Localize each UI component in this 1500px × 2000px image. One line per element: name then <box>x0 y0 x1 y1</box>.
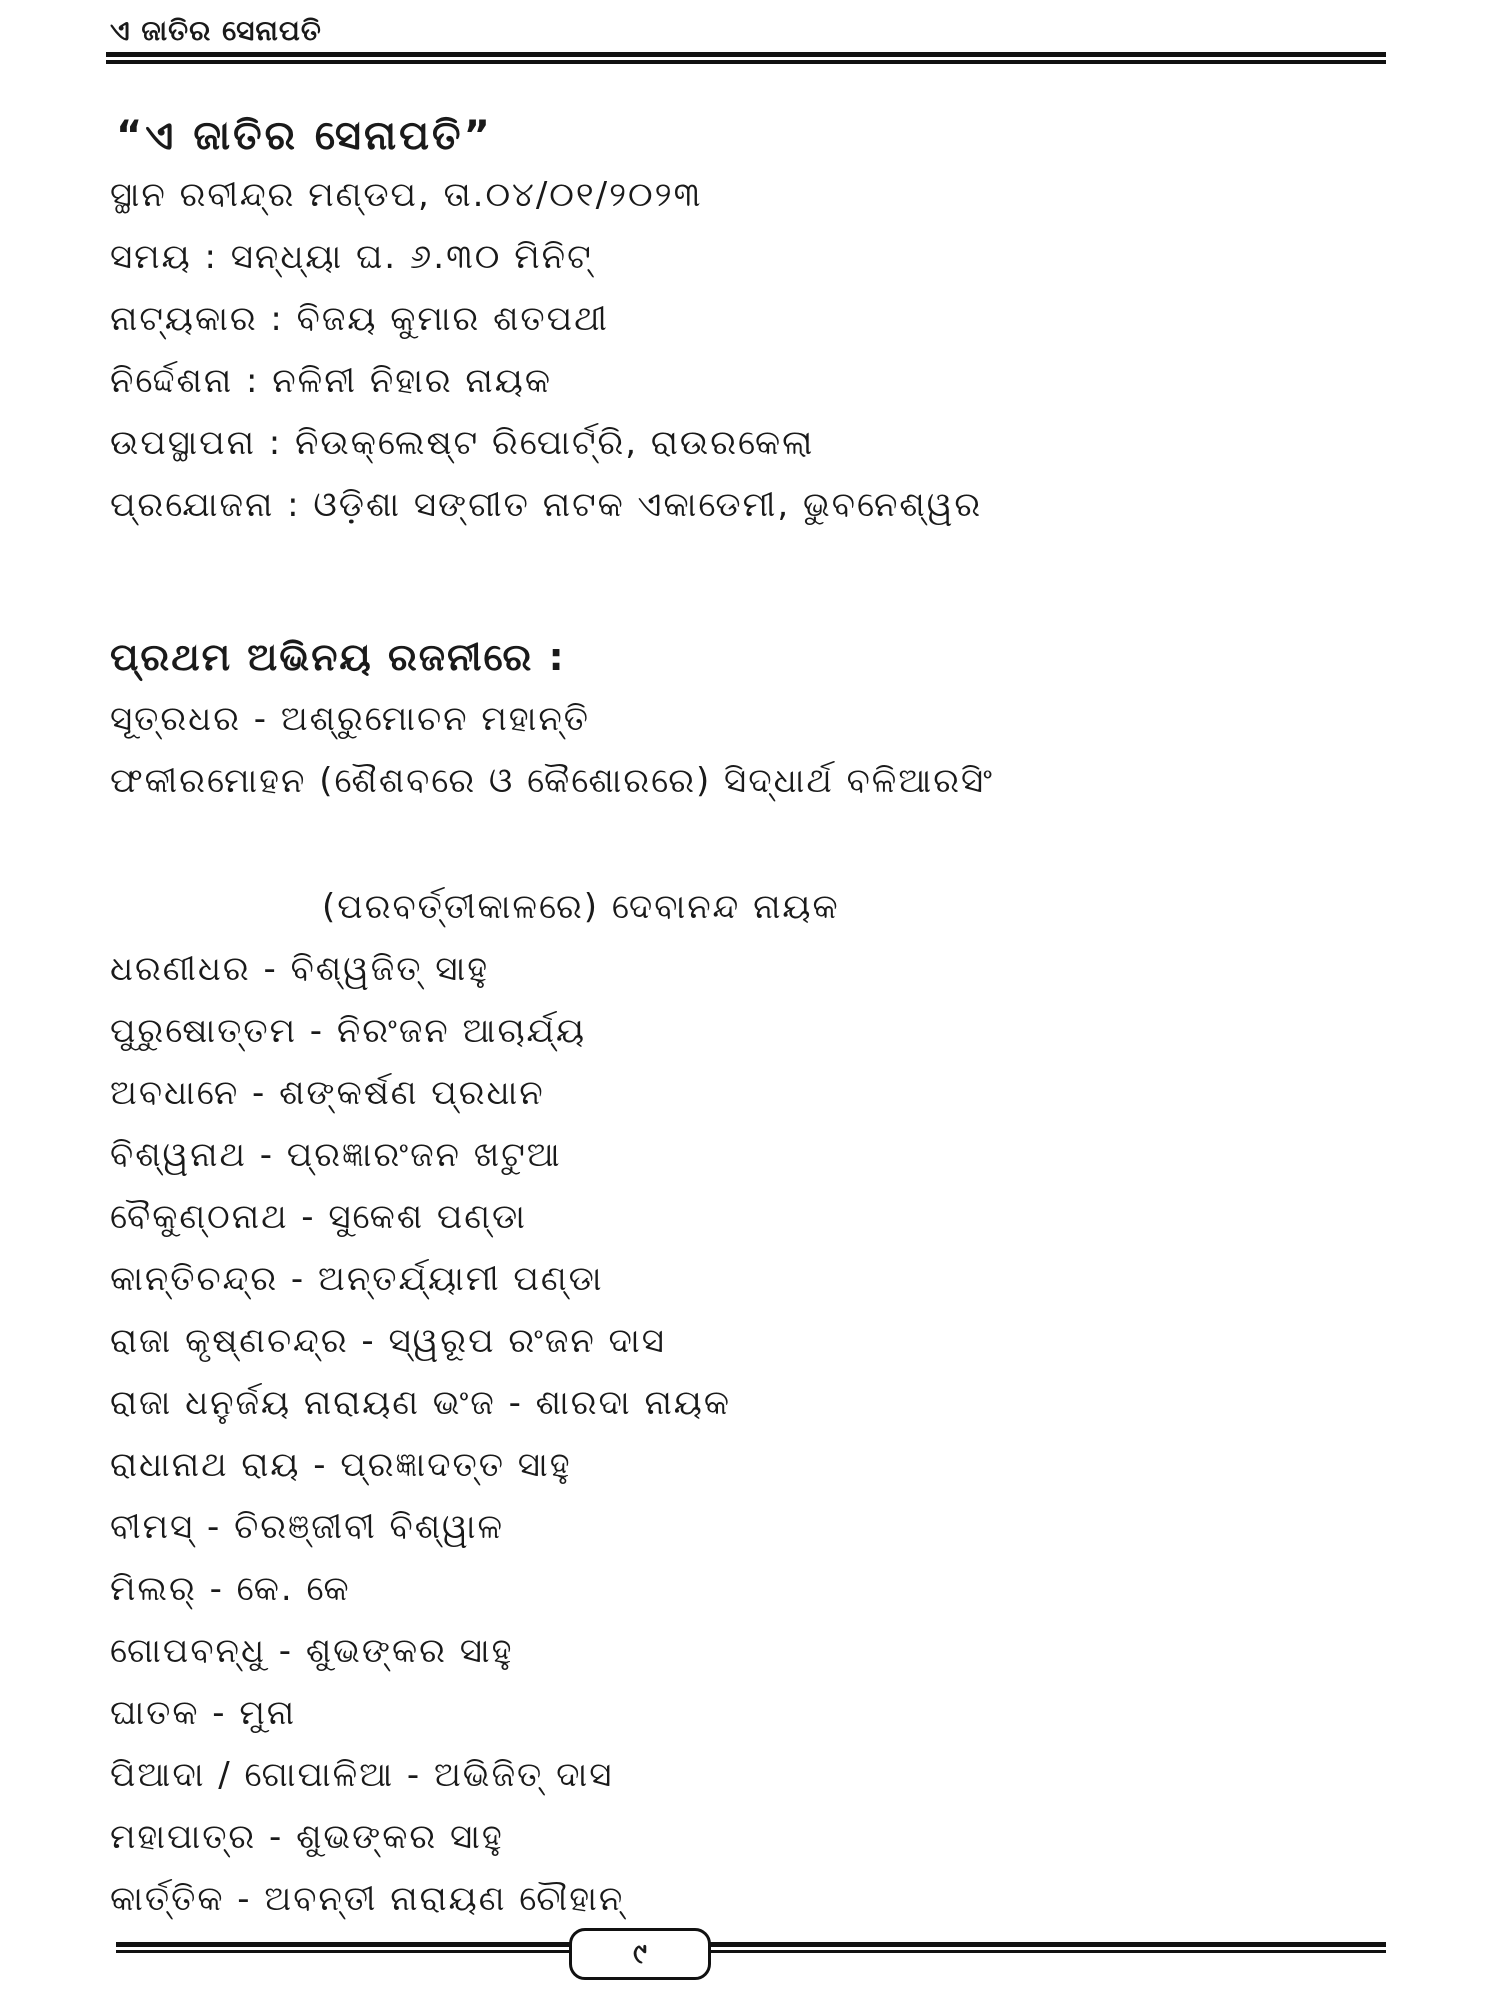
venue-line: ସ୍ଥାନ ରବୀନ୍ଦ୍ର ମଣ୍ଡପ, ତା.୦୪/୦୧/୨୦୨୩ <box>110 175 703 215</box>
cast-row-continuation: (ପରବର୍ତ୍ତୀକାଳରେ) ଦେବାନନ୍ଦ ନାୟକ <box>322 887 840 927</box>
cast-row: ବୀମସ୍ - ଚିରଞ୍ଜୀବୀ ବିଶ୍ୱାଳ <box>110 1507 505 1547</box>
presentation-line: ଉପସ୍ଥାପନା : ନିଉକ୍ଲେଷ୍ଟ ରିପୋର୍ଟ୍ରି, ରାଉରକେଲା <box>110 423 815 463</box>
cast-row: ରାଧାନାଥ ରାୟ - ପ୍ରଜ୍ଞାଦତ୍ତ ସାହୁ <box>110 1445 572 1485</box>
footer-rules <box>116 1938 1386 1978</box>
cast-row: ପୁରୁଷୋତ୍ତମ - ନିରଂଜନ ଆଚାର୍ଯ୍ୟ <box>110 1011 587 1051</box>
cast-row: ମହାପାତ୍ର - ଶୁଭଙ୍କର ସାହୁ <box>110 1817 504 1857</box>
cast-row: ବିଶ୍ୱନାଥ - ପ୍ରଜ୍ଞାରଂଜନ ଖଟୁଆ <box>110 1135 562 1175</box>
cast-row: କାର୍ତ୍ତିକ - ଅବନ୍ତୀ ନାରାୟଣ ଚୌହାନ୍ <box>110 1879 625 1919</box>
cast-row: ଫକୀରମୋହନ (ଶୈଶବରେ ଓ କୈଶୋରରେ) ସିଦ୍ଧାର୍ଥ ବଳିଆରସିଂ <box>110 761 994 801</box>
playwright-line: ନାଟ୍ୟକାର : ବିଜୟ କୁମାର ଶତପଥୀ <box>110 299 609 339</box>
cast-row: ମିଲର୍ - କେ. କେ <box>110 1569 351 1609</box>
cast-row: ଧରଣୀଧର - ବିଶ୍ୱଜିତ୍ ସାହୁ <box>110 949 490 989</box>
header-rule-bottom <box>106 60 1386 64</box>
footer-rule-bottom <box>116 1950 1386 1953</box>
cast-section-heading: ପ୍ରଥମ ଅଭିନୟ ରଜନୀରେ : <box>110 635 566 679</box>
show-details <box>110 164 1360 536</box>
cast-row: ରାଜା ଧନୁର୍ଜୟ ନାରାୟଣ ଭଂଜ - ଶାରଦା ନାୟକ <box>110 1383 731 1423</box>
cast-row: ରାଜା କୃଷ୍ଣଚନ୍ଦ୍ର - ସ୍ୱରୂପ ରଂଜନ ଦାସ <box>110 1321 666 1361</box>
cast-list <box>110 688 1360 1930</box>
running-header-title: ଏ ଜାତିର ସେନାପତି <box>110 14 322 47</box>
footer-rule-top <box>116 1942 1386 1947</box>
cast-row: ଗୋପବନ୍ଧୁ - ଶୁଭଙ୍କର ସାହୁ <box>110 1631 514 1671</box>
page-number: ୯ <box>569 1928 711 1980</box>
cast-row: ବୈକୁଣ୍ଠନାଥ - ସୁକେଶ ପଣ୍ଡା <box>110 1197 527 1237</box>
cast-row-gap <box>110 812 1360 876</box>
time-line: ସମୟ : ସନ୍ଧ୍ୟା ଘ. ୬.୩୦ ମିନିଟ୍ <box>110 237 593 277</box>
production-line: ପ୍ରଯୋଜନା : ଓଡ଼ିଶା ସଙ୍ଗୀତ ନାଟକ ଏକାଡେମୀ, ଭୁବନେଶ୍ୱର <box>110 485 983 525</box>
cast-row: ଘାତକ - ମୁନା <box>110 1693 297 1733</box>
play-title: “ଏ ଜାତିର ସେନାପତି” <box>116 113 493 159</box>
cast-row: ପିଆଦା / ଗୋପାଳିଆ - ଅଭିଜିତ୍ ଦାସ <box>110 1755 614 1795</box>
cast-row: ଅବଧାନେ - ଶଙ୍କର୍ଷଣ ପ୍ରଧାନ <box>110 1073 545 1113</box>
cast-row: ସୂତ୍ରଧର - ଅଶ୍ରୁମୋଚନ ମହାନ୍ତି <box>110 699 591 739</box>
header-rule-top <box>106 52 1386 57</box>
cast-row: କାନ୍ତିଚନ୍ଦ୍ର - ଅନ୍ତର୍ଯ୍ୟାମୀ ପଣ୍ଡା <box>110 1259 604 1299</box>
director-line: ନିର୍ଦ୍ଦେଶନା : ନଳିନୀ ନିହାର ନାୟକ <box>110 361 552 401</box>
page-content <box>110 108 1360 1930</box>
